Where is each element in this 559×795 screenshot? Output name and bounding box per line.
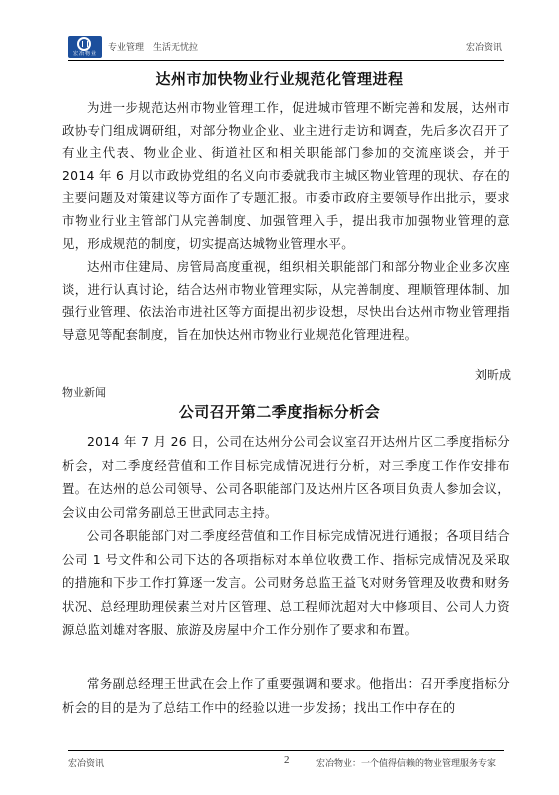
page-footer: [68, 750, 504, 771]
article-paragraph: 为进一步规范达州市物业管理工作，促进城市管理不断完善和发展，达州市政协专门组成调研组，对部分物业企业、业主进行走访和调查，先后多次召开了有业主代表、物业企业、街道社区和相关职能部门参加的交流座谈会，并于 2014 年 6 月以市政协党组的名义向市委就我市主城区物业管理的现状、存在的主要问题及对策建议等方面作了专题汇报。市委市政府主要领导作出批示，要求市物业行业主管部门从完善制度、加强管理入手，提出我市加强物业管理的意见，形成规范的制度，切实提高达城物业管理水平。: [62, 100, 510, 251]
article-title: 达州市加快物业行业规范化管理进程: [155, 70, 404, 88]
news-paragraph: 公司各职能部门对二季度经营值和工作目标完成情况进行通报；各项目结合公司 1 号文件和公司下达的各项指标对本单位收费工作、指标完成情况及采取的措施和下步工作打算逐一发言。公司财务总监王益飞对财务管理及收费和财务状况、总经理助理侯素兰对片区管理、总工程师沈超对大中修项目、公司人力资源总监刘雄对客服、旅游及房屋中介工作分别作了要求和布置。: [62, 528, 510, 637]
article-author: 刘昕成: [474, 368, 511, 382]
header-publication-name: 宏冶资讯: [465, 43, 502, 53]
logo-text: 宏冶物业: [72, 51, 97, 57]
article-paragraph: 达州市住建局、房管局高度重视，组织相关职能部门和部分物业企业多次座谈，进行认真讨论，结合达州市物业管理实际，从完善制度、理顺管理体制、加强行业管理、依法治市进社区等方面提出初步设想，尽快出台达州市物业管理指导意见等配套制度，旨在加快达州市物业行业规范化管理进程。: [62, 259, 510, 342]
footer-slogan: 宏冶物业：一个值得信赖的物业管理服务专家: [315, 759, 496, 769]
footer-publication-name: 宏冶资讯: [68, 759, 105, 769]
header-slogan: 专业管理 生活无忧拉: [108, 43, 199, 53]
news-paragraph: 常务副总经理王世武在会上作了重要强调和要求。他指出：召开季度指标分析会的目的是为了总结工作中的经验以进一步发扬；找出工作中存在的: [62, 676, 510, 715]
company-logo: [68, 36, 102, 58]
news-paragraph: 2014 年 7 月 26 日，公司在达州分公司会议室召开达州片区二季度指标分析会，对二季度经营值和工作目标完成情况进行分析，对三季度工作作安排布置。在达州的总公司领导、公司各职能部门及达州片区各项目负责人参加会议，会议由公司常务副总王世武同志主持。: [62, 434, 510, 520]
news-title: 公司召开第二季度指标分析会: [178, 403, 381, 421]
page-number: 2: [284, 754, 290, 766]
section-label: 物业新闻: [62, 386, 106, 399]
logo-emblem-icon: [77, 37, 91, 51]
page-header: [68, 36, 504, 61]
